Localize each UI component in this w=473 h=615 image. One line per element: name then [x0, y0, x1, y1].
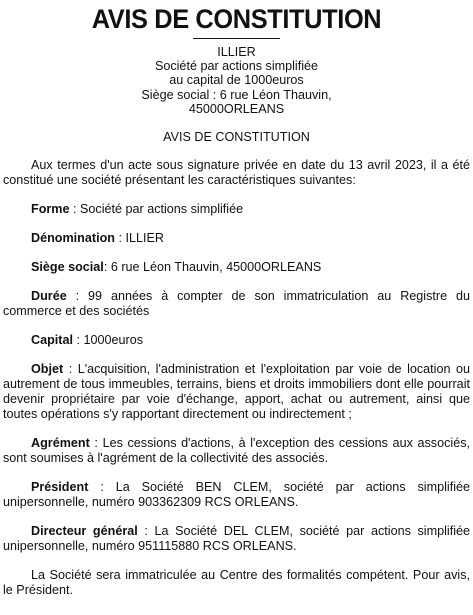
- field-value: La Société DEL CLEM, société par actions simplifiée unipersonnelle, numéro 951115880 RCS ORLEANS.: [3, 524, 471, 554]
- field-separator: :: [89, 436, 103, 451]
- field-separator: :: [73, 333, 84, 348]
- field-value: 99 années à compter de son immatriculation au Registre du commerce et des sociétés: [3, 289, 471, 319]
- field-separator: :: [114, 231, 126, 246]
- field-siege-social: [3, 260, 470, 275]
- field-label: Président: [31, 480, 89, 495]
- field-agrement: [3, 436, 470, 466]
- company-header: [3, 45, 470, 116]
- field-directeur-general: [3, 524, 470, 554]
- intro-paragraph: Aux termes d'un acte sous signature privée en date du 13 avril 2023, il a été constitué une société présentant les caractéristiques suivantes:: [3, 158, 470, 188]
- field-objet: [3, 362, 470, 422]
- field-value: 6 rue Léon Thauvin, 45000ORLEANS: [110, 260, 322, 275]
- company-form: Société par actions simplifiée: [154, 59, 319, 74]
- title-underline: [193, 38, 280, 39]
- field-label: Objet: [31, 362, 64, 377]
- field-value: Société par actions simplifiée: [80, 202, 244, 217]
- field-label: Dénomination: [31, 231, 115, 246]
- field-separator: :: [137, 524, 155, 539]
- field-label: Siège social: [31, 260, 104, 275]
- field-president: [3, 480, 470, 510]
- notice-title: AVIS DE CONSTITUTION: [91, 4, 382, 34]
- field-separator: :: [66, 289, 89, 304]
- field-value: La Société BEN CLEM, société par actions simplifiée unipersonnelle, numéro 903362309 RCS ORLEANS.: [3, 480, 471, 510]
- company-city: 45000ORLEANS: [188, 101, 285, 116]
- field-value: L'acquisition, l'administration et l'exploitation par voie de location ou autrement de tous immeubles, terrains, biens et droits immobiliers dont elle pourrait devenir propriétaire par voie d'échange, apport, achat ou autrement, ainsi que toutes opérations s'y rapportant directement ou indirectement ;: [3, 362, 470, 422]
- company-name: ILLIER: [217, 45, 256, 59]
- field-value: Les cessions d'actions, à l'exception des cessions aux associés, sont soumises à l'agrément de la collectivité des associés.: [3, 436, 471, 466]
- company-siege: Siège social : 6 rue Léon Thauvin,: [141, 87, 332, 102]
- field-value: 1000euros: [83, 333, 144, 348]
- field-separator: :: [63, 362, 78, 377]
- field-duree: [3, 289, 470, 319]
- field-label: Directeur général: [31, 524, 138, 539]
- field-value: ILLIER: [125, 231, 164, 246]
- field-label: Durée: [31, 289, 67, 304]
- field-forme: [3, 202, 470, 217]
- field-separator: :: [88, 480, 116, 495]
- field-label: Capital: [31, 333, 73, 348]
- company-capital: au capital de 1000euros: [169, 73, 304, 88]
- field-denomination: [3, 231, 470, 246]
- closing-paragraph: La Société sera immatriculée au Centre des formalités compétent. Pour avis, le Président.: [3, 568, 470, 598]
- field-separator: :: [69, 202, 80, 217]
- field-capital: [3, 333, 470, 348]
- field-separator: :: [103, 260, 111, 275]
- notice-subtitle: AVIS DE CONSTITUTION: [163, 130, 310, 145]
- field-label: Forme: [31, 202, 70, 217]
- field-label: Agrément: [31, 436, 90, 451]
